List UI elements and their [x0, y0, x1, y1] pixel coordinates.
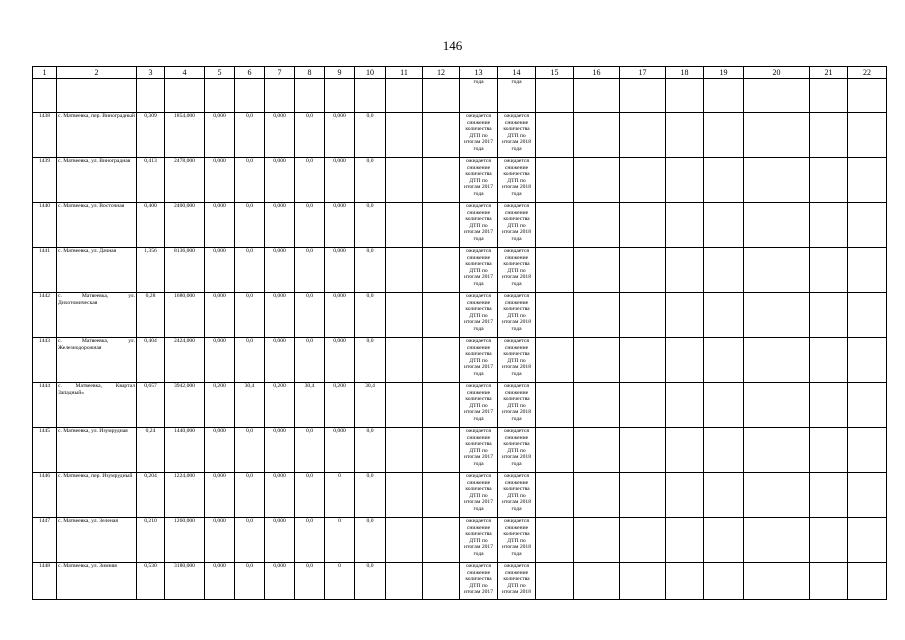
value-cell-6: 0,0: [235, 428, 265, 473]
length-cell: 0,404: [137, 338, 165, 383]
empty-cell-21: [810, 338, 848, 383]
column-number-header: 20: [744, 67, 810, 79]
value-cell-8: 0,0: [295, 428, 325, 473]
column-number-header: 7: [265, 67, 295, 79]
value-cell-5: 0,200: [205, 383, 235, 428]
empty-cell-17: [620, 383, 666, 428]
expected-result-2018-cell: ожидается снижение количества ДТП по итогам 2018 года: [498, 293, 536, 338]
empty-cell-15: [536, 113, 574, 158]
row-number-cell: 1440: [33, 203, 57, 248]
value-cell-7: 0,000: [265, 113, 295, 158]
value-cell-7: 0,000: [265, 518, 295, 563]
value-cell-8: 0,0: [295, 158, 325, 203]
empty-cell-20: [744, 158, 810, 203]
value-cell-10: 0,0: [355, 293, 386, 338]
empty-cell-11: [386, 473, 423, 518]
empty-cell-16: [574, 248, 620, 293]
value-cell-5: 0,000: [205, 248, 235, 293]
empty-cell-12: [423, 248, 460, 293]
row-number-cell: 1446: [33, 473, 57, 518]
street-name-cell: с. Матвеевка, ул. Восточная: [57, 203, 137, 248]
column-number-header: 11: [386, 67, 423, 79]
value-cell-7: 0,000: [265, 158, 295, 203]
empty-cell-18: [666, 203, 704, 248]
length-cell: 0,413: [137, 158, 165, 203]
street-name-cell: с. Матвеевка, ул. Железнодорожная: [57, 338, 137, 383]
value-cell-7: 0,000: [265, 473, 295, 518]
row-number-cell: 1442: [33, 293, 57, 338]
value-cell-6: 0,0: [235, 248, 265, 293]
empty-cell-20: [744, 428, 810, 473]
empty-cell-11: [386, 563, 423, 600]
area-cell: 2478,000: [165, 158, 205, 203]
street-name-cell: с. Матвеевка, Квартал Западный»: [57, 383, 137, 428]
empty-cell-11: [386, 248, 423, 293]
length-cell: 0,204: [137, 473, 165, 518]
empty-cell-19: [704, 518, 744, 563]
empty-cell-19: [704, 563, 744, 600]
empty-cell-12: [423, 563, 460, 600]
column-number-header: 18: [666, 67, 704, 79]
empty-cell-18: [666, 158, 704, 203]
value-cell-10: 0,0: [355, 428, 386, 473]
column-number-header: 1: [33, 67, 57, 79]
empty-cell-15: [536, 158, 574, 203]
column-number-header: 21: [810, 67, 848, 79]
column-number-header: 12: [423, 67, 460, 79]
empty-cell-11: [386, 293, 423, 338]
row-number-cell: 1448: [33, 563, 57, 600]
empty-cell-16: [574, 113, 620, 158]
empty-cell-11: [386, 113, 423, 158]
value-cell-7: 0,000: [265, 248, 295, 293]
street-name-cell: с. Матвеевка, ул. Дихотомическая: [57, 293, 137, 338]
road-safety-table: [32, 66, 887, 600]
column-number-header: 2: [57, 67, 137, 79]
value-cell-8: 0,0: [295, 113, 325, 158]
expected-result-2018-cell: ожидается снижение количества ДТП по итогам 2018 года: [498, 473, 536, 518]
empty-cell-17: [620, 518, 666, 563]
empty-cell-19: [704, 383, 744, 428]
value-cell-9: 0,000: [325, 113, 355, 158]
empty-cell-19: [704, 293, 744, 338]
empty-cell-20: [744, 248, 810, 293]
value-cell-9: 0: [325, 563, 355, 600]
expected-result-2017-cell: ожидается снижение количества ДТП по итогам 2017 года: [460, 338, 498, 383]
area-cell: 2400,000: [165, 203, 205, 248]
empty-cell-11: [386, 158, 423, 203]
area-cell: 1680,000: [165, 293, 205, 338]
row-number-cell: 1443: [33, 338, 57, 383]
empty-cell-12: [423, 158, 460, 203]
empty-cell-16: [574, 563, 620, 600]
length-cell: 0,28: [137, 293, 165, 338]
value-cell-8: 0,0: [295, 563, 325, 600]
row-number-cell: 1447: [33, 518, 57, 563]
expected-result-2017-cell: ожидается снижение количества ДТП по итогам 2017 года: [460, 428, 498, 473]
value-cell-10: 0,0: [355, 518, 386, 563]
empty-cell-15: [536, 338, 574, 383]
area-cell: 1224,000: [165, 473, 205, 518]
empty-cell-22: [848, 428, 887, 473]
empty-cell-11: [386, 383, 423, 428]
table-row: [33, 113, 887, 158]
value-cell-10: 0,0: [355, 563, 386, 600]
empty-cell-21: [810, 293, 848, 338]
value-cell-6: 0,0: [235, 518, 265, 563]
column-number-header: 4: [165, 67, 205, 79]
column-number-header: 13: [460, 67, 498, 79]
value-cell-8: 0,0: [295, 473, 325, 518]
empty-cell-22: [848, 203, 887, 248]
expected-result-2018-cell: ожидается снижение количества ДТП по итогам 2018 года: [498, 338, 536, 383]
value-cell-9: 0,000: [325, 158, 355, 203]
empty-cell-19: [704, 338, 744, 383]
empty-cell-20: [744, 293, 810, 338]
column-number-header: 10: [355, 67, 386, 79]
empty-cell-18: [666, 428, 704, 473]
value-cell-10: 0,0: [355, 338, 386, 383]
row-number-cell: 1444: [33, 383, 57, 428]
empty-cell-18: [666, 473, 704, 518]
value-cell-8: 0,0: [295, 518, 325, 563]
value-cell-10: 30,4: [355, 383, 386, 428]
empty-cell-15: [536, 518, 574, 563]
empty-cell-22: [848, 383, 887, 428]
empty-cell-21: [810, 248, 848, 293]
value-cell-9: 0,000: [325, 203, 355, 248]
empty-cell-15: [536, 248, 574, 293]
empty-cell-19: [704, 428, 744, 473]
value-cell-5: 0,000: [205, 473, 235, 518]
length-cell: 0,530: [137, 563, 165, 600]
empty-cell-18: [666, 293, 704, 338]
expected-result-2017-cell: ожидается снижение количества ДТП по итогам 2017 года: [460, 113, 498, 158]
value-cell-6: 0,0: [235, 158, 265, 203]
page-number: 146: [442, 38, 463, 53]
empty-cell-18: [666, 113, 704, 158]
empty-cell-12: [423, 293, 460, 338]
expected-result-2017-cell: ожидается снижение количества ДТП по итогам 2017 года: [460, 473, 498, 518]
column-number-header: 17: [620, 67, 666, 79]
empty-cell-18: [666, 248, 704, 293]
empty-cell-16: [574, 383, 620, 428]
empty-cell-15: [536, 428, 574, 473]
value-cell-8: 0,0: [295, 338, 325, 383]
expected-result-2017-cell: ожидается снижение количества ДТП по итогам 2017 года: [460, 203, 498, 248]
empty-cell-18: [666, 518, 704, 563]
value-cell-6: 30,4: [235, 383, 265, 428]
empty-cell-21: [810, 428, 848, 473]
table-row: [33, 428, 887, 473]
expected-result-2017-cell: ожидается снижение количества ДТП по итогам 2017 года: [460, 293, 498, 338]
continuation-cell-14: года: [498, 79, 536, 113]
empty-cell-22: [848, 293, 887, 338]
expected-result-2018-cell: ожидается снижение количества ДТП по итогам 2018 года: [498, 518, 536, 563]
empty-cell-15: [536, 203, 574, 248]
value-cell-8: 30,4: [295, 383, 325, 428]
expected-result-2017-cell: ожидается снижение количества ДТП по итогам 2017: [460, 563, 498, 600]
empty-cell-19: [704, 203, 744, 248]
continuation-row: [33, 79, 887, 113]
table-row: [33, 563, 887, 600]
expected-result-2018-cell: ожидается снижение количества ДТП по итогам 2018 года: [498, 158, 536, 203]
empty-cell-17: [620, 248, 666, 293]
length-cell: 0,309: [137, 113, 165, 158]
empty-cell-12: [423, 428, 460, 473]
empty-cell-22: [848, 158, 887, 203]
value-cell-5: 0,000: [205, 563, 235, 600]
value-cell-7: 0,000: [265, 293, 295, 338]
value-cell-9: 0,000: [325, 338, 355, 383]
area-cell: 1260,000: [165, 518, 205, 563]
expected-result-2017-cell: ожидается снижение количества ДТП по итогам 2017 года: [460, 383, 498, 428]
column-number-header: 8: [295, 67, 325, 79]
empty-cell-12: [423, 113, 460, 158]
value-cell-5: 0,000: [205, 203, 235, 248]
empty-cell-12: [423, 473, 460, 518]
expected-result-2017-cell: ожидается снижение количества ДТП по итогам 2017 года: [460, 248, 498, 293]
empty-cell-22: [848, 338, 887, 383]
table-row: [33, 203, 887, 248]
row-number-cell: 1445: [33, 428, 57, 473]
table-row: [33, 473, 887, 518]
value-cell-6: 0,0: [235, 203, 265, 248]
empty-cell-15: [536, 293, 574, 338]
length-cell: 0,210: [137, 518, 165, 563]
area-cell: 8136,000: [165, 248, 205, 293]
column-number-row: [33, 67, 887, 79]
empty-cell-15: [536, 563, 574, 600]
column-number-header: 3: [137, 67, 165, 79]
value-cell-6: 0,0: [235, 293, 265, 338]
row-number-cell: 1441: [33, 248, 57, 293]
empty-cell-15: [536, 383, 574, 428]
length-cell: 0,24: [137, 428, 165, 473]
empty-cell-16: [574, 428, 620, 473]
empty-cell-18: [666, 338, 704, 383]
empty-cell-22: [848, 563, 887, 600]
empty-cell-16: [574, 203, 620, 248]
empty-cell-17: [620, 428, 666, 473]
length-cell: 0,657: [137, 383, 165, 428]
value-cell-7: 0,000: [265, 338, 295, 383]
value-cell-9: 0,000: [325, 428, 355, 473]
street-name-cell: с. Матвеевка, пер. Виноградный: [57, 113, 137, 158]
empty-cell-19: [704, 158, 744, 203]
street-name-cell: с. Матвеевка, ул. Зеленая: [57, 518, 137, 563]
expected-result-2018-cell: ожидается снижение количества ДТП по итогам 2018: [498, 563, 536, 600]
expected-result-2018-cell: ожидается снижение количества ДТП по итогам 2018 года: [498, 248, 536, 293]
value-cell-8: 0,0: [295, 293, 325, 338]
empty-cell-16: [574, 293, 620, 338]
empty-cell-17: [620, 113, 666, 158]
empty-cell-19: [704, 473, 744, 518]
empty-cell-12: [423, 203, 460, 248]
empty-cell-11: [386, 338, 423, 383]
value-cell-9: 0: [325, 473, 355, 518]
value-cell-6: 0,0: [235, 473, 265, 518]
column-number-header: 6: [235, 67, 265, 79]
empty-cell-21: [810, 518, 848, 563]
street-name-cell: с. Матвеевка, ул. Дачная: [57, 248, 137, 293]
empty-cell-22: [848, 113, 887, 158]
value-cell-5: 0,000: [205, 428, 235, 473]
empty-cell-21: [810, 113, 848, 158]
empty-cell-17: [620, 293, 666, 338]
row-number-cell: 1438: [33, 113, 57, 158]
empty-cell-15: [536, 473, 574, 518]
value-cell-6: 0,0: [235, 563, 265, 600]
empty-cell-16: [574, 518, 620, 563]
table-row: [33, 383, 887, 428]
empty-cell-18: [666, 563, 704, 600]
value-cell-8: 0,0: [295, 248, 325, 293]
empty-cell-16: [574, 158, 620, 203]
value-cell-10: 0,0: [355, 158, 386, 203]
area-cell: 3180,000: [165, 563, 205, 600]
empty-cell-21: [810, 158, 848, 203]
value-cell-9: 0,000: [325, 248, 355, 293]
empty-cell-22: [848, 518, 887, 563]
empty-cell-20: [744, 383, 810, 428]
table-row: [33, 158, 887, 203]
continuation-cell-13: года: [460, 79, 498, 113]
expected-result-2018-cell: ожидается снижение количества ДТП по итогам 2018 года: [498, 203, 536, 248]
street-name-cell: с. Матвеевка, ул. Виноградная: [57, 158, 137, 203]
column-number-header: 19: [704, 67, 744, 79]
area-cell: 3942,000: [165, 383, 205, 428]
value-cell-5: 0,000: [205, 518, 235, 563]
row-number-cell: 1439: [33, 158, 57, 203]
value-cell-5: 0,000: [205, 293, 235, 338]
value-cell-6: 0,0: [235, 113, 265, 158]
empty-cell-20: [744, 113, 810, 158]
street-name-cell: с. Матвеевка, ул. Зимняя: [57, 563, 137, 600]
value-cell-9: 0,000: [325, 293, 355, 338]
length-cell: 0,400: [137, 203, 165, 248]
empty-cell-17: [620, 203, 666, 248]
empty-cell-22: [848, 473, 887, 518]
empty-cell-12: [423, 383, 460, 428]
length-cell: 1,356: [137, 248, 165, 293]
empty-cell-21: [810, 473, 848, 518]
expected-result-2017-cell: ожидается снижение количества ДТП по итогам 2017 года: [460, 158, 498, 203]
column-number-header: 5: [205, 67, 235, 79]
empty-cell-21: [810, 203, 848, 248]
empty-cell-20: [744, 338, 810, 383]
empty-cell-16: [574, 473, 620, 518]
empty-cell-11: [386, 203, 423, 248]
column-number-header: 16: [574, 67, 620, 79]
value-cell-7: 0,000: [265, 563, 295, 600]
empty-cell-20: [744, 518, 810, 563]
table-row: [33, 518, 887, 563]
area-cell: 2424,000: [165, 338, 205, 383]
value-cell-10: 0,0: [355, 248, 386, 293]
value-cell-5: 0,000: [205, 158, 235, 203]
street-name-cell: с. Матвеевка, пер. Изумрудный: [57, 473, 137, 518]
table-row: [33, 293, 887, 338]
empty-cell-19: [704, 113, 744, 158]
value-cell-7: 0,200: [265, 383, 295, 428]
value-cell-10: 0,0: [355, 203, 386, 248]
area-cell: 1854,000: [165, 113, 205, 158]
column-number-header: 9: [325, 67, 355, 79]
empty-cell-11: [386, 428, 423, 473]
table-row: [33, 338, 887, 383]
value-cell-7: 0,000: [265, 428, 295, 473]
empty-cell-17: [620, 338, 666, 383]
column-number-header: 14: [498, 67, 536, 79]
expected-result-2018-cell: ожидается снижение количества ДТП по итогам 2018 года: [498, 428, 536, 473]
value-cell-10: 0,0: [355, 113, 386, 158]
empty-cell-20: [744, 563, 810, 600]
street-name-cell: с. Матвеевка, ул. Изумрудная: [57, 428, 137, 473]
empty-cell-21: [810, 563, 848, 600]
empty-cell-17: [620, 473, 666, 518]
empty-cell-21: [810, 383, 848, 428]
value-cell-9: 0: [325, 518, 355, 563]
empty-cell-16: [574, 338, 620, 383]
expected-result-2018-cell: ожидается снижение количества ДТП по итогам 2018 года: [498, 113, 536, 158]
empty-cell-22: [848, 248, 887, 293]
empty-cell-11: [386, 518, 423, 563]
value-cell-9: 0,200: [325, 383, 355, 428]
empty-cell-20: [744, 473, 810, 518]
empty-cell-20: [744, 203, 810, 248]
empty-cell-19: [704, 248, 744, 293]
empty-cell-18: [666, 383, 704, 428]
table-row: [33, 248, 887, 293]
empty-cell-17: [620, 158, 666, 203]
value-cell-5: 0,000: [205, 113, 235, 158]
empty-cell-12: [423, 338, 460, 383]
area-cell: 1440,000: [165, 428, 205, 473]
column-number-header: 15: [536, 67, 574, 79]
column-number-header: 22: [848, 67, 887, 79]
value-cell-6: 0,0: [235, 338, 265, 383]
empty-cell-17: [620, 563, 666, 600]
value-cell-10: 0,0: [355, 473, 386, 518]
expected-result-2017-cell: ожидается снижение количества ДТП по итогам 2017 года: [460, 518, 498, 563]
value-cell-7: 0,000: [265, 203, 295, 248]
empty-cell-12: [423, 518, 460, 563]
value-cell-8: 0,0: [295, 203, 325, 248]
value-cell-5: 0,000: [205, 338, 235, 383]
expected-result-2018-cell: ожидается снижение количества ДТП по итогам 2018 года: [498, 383, 536, 428]
